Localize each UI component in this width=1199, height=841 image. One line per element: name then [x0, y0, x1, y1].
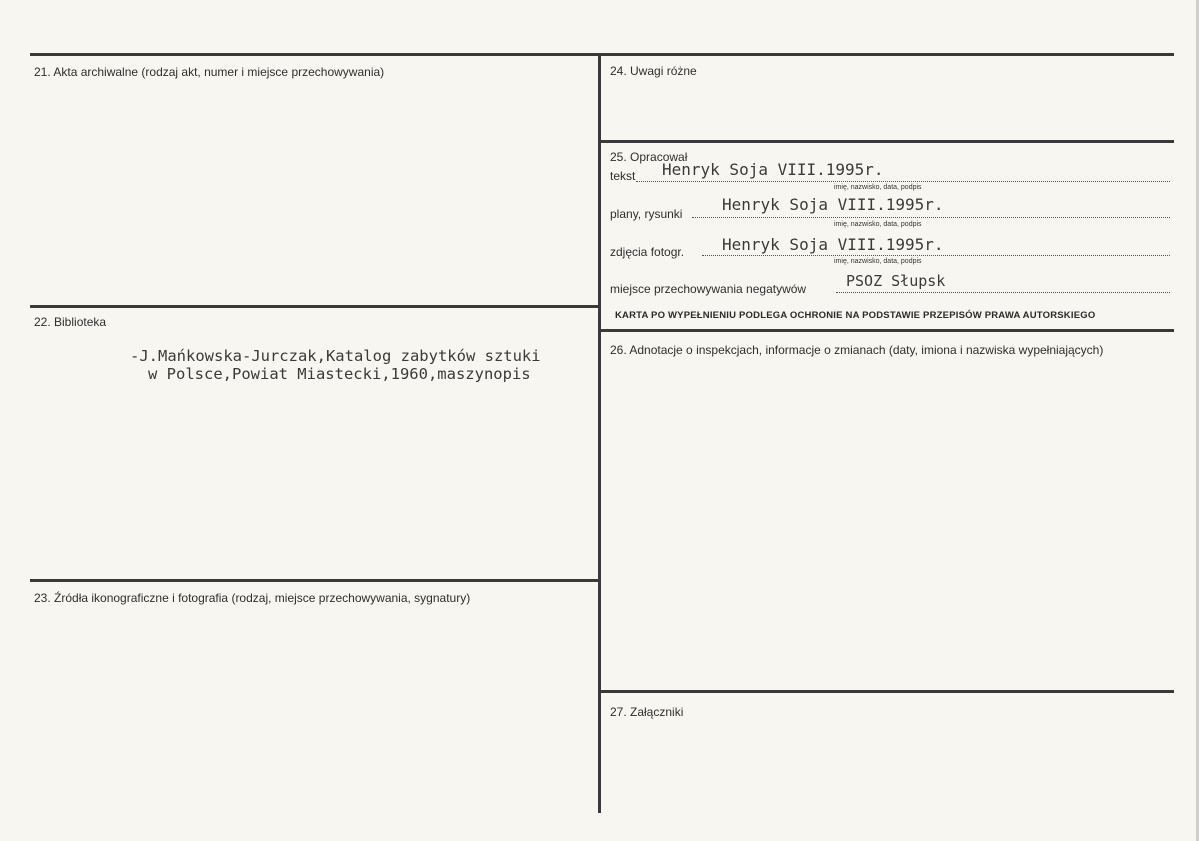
- copyright-notice: KARTA PO WYPEŁNIENIU PODLEGA OCHRONIE NA PODSTAWIE PRZEPISÓW PRAWA AUTORSKIEGO: [615, 310, 1096, 321]
- zdjecia-label: zdjęcia fotogr.: [610, 245, 685, 259]
- tekst-caption: imię, nazwisko, data, podpis: [834, 184, 922, 191]
- plany-value: Henryk Soja VIII.1995r.: [722, 195, 944, 214]
- section-22-label: 22. Biblioteka: [34, 315, 107, 329]
- miejsce-dotted-line: [836, 292, 1170, 293]
- zdjecia-value: Henryk Soja VIII.1995r.: [722, 235, 944, 254]
- plany-label: plany, rysunki: [610, 207, 683, 221]
- rule-after-22: [30, 579, 600, 582]
- section-25-label: 25. Opracował: [610, 150, 688, 164]
- center-divider: [598, 53, 601, 813]
- miejsce-label: miejsce przechowywania negatywów: [610, 282, 807, 296]
- plany-dotted-line: [692, 217, 1170, 218]
- library-entry-line-2: w Polsce,Powiat Miastecki,1960,maszynopis: [148, 365, 531, 383]
- top-rule: [30, 53, 1174, 56]
- rule-after-26: [600, 690, 1174, 693]
- section-24-label: 24. Uwagi różne: [610, 64, 697, 78]
- zdjecia-caption: imię, nazwisko, data, podpis: [834, 258, 922, 265]
- section-26-label: 26. Adnotacje o inspekcjach, informacje o zmianach (daty, imiona i nazwiska wypełniających): [610, 343, 1104, 357]
- tekst-label: tekst: [610, 169, 636, 183]
- library-entry-line-1: -J.Mańkowska-Jurczak,Katalog zabytków sztuki: [130, 347, 541, 365]
- zdjecia-dotted-line: [702, 255, 1170, 256]
- rule-after-25: [600, 329, 1174, 332]
- tekst-dotted-line: [636, 181, 1170, 182]
- rule-after-21: [30, 305, 600, 308]
- section-27-label: 27. Załączniki: [610, 705, 684, 719]
- rule-after-24: [600, 140, 1174, 143]
- section-23-label: 23. Źródła ikonograficzne i fotografia (rodzaj, miejsce przechowywania, sygnatury): [34, 591, 471, 605]
- section-21-label: 21. Akta archiwalne (rodzaj akt, numer i miejsce przechowywania): [34, 65, 385, 79]
- tekst-value: Henryk Soja VIII.1995r.: [662, 160, 884, 179]
- plany-caption: imię, nazwisko, data, podpis: [834, 221, 922, 228]
- miejsce-value: PSOZ Słupsk: [846, 272, 946, 290]
